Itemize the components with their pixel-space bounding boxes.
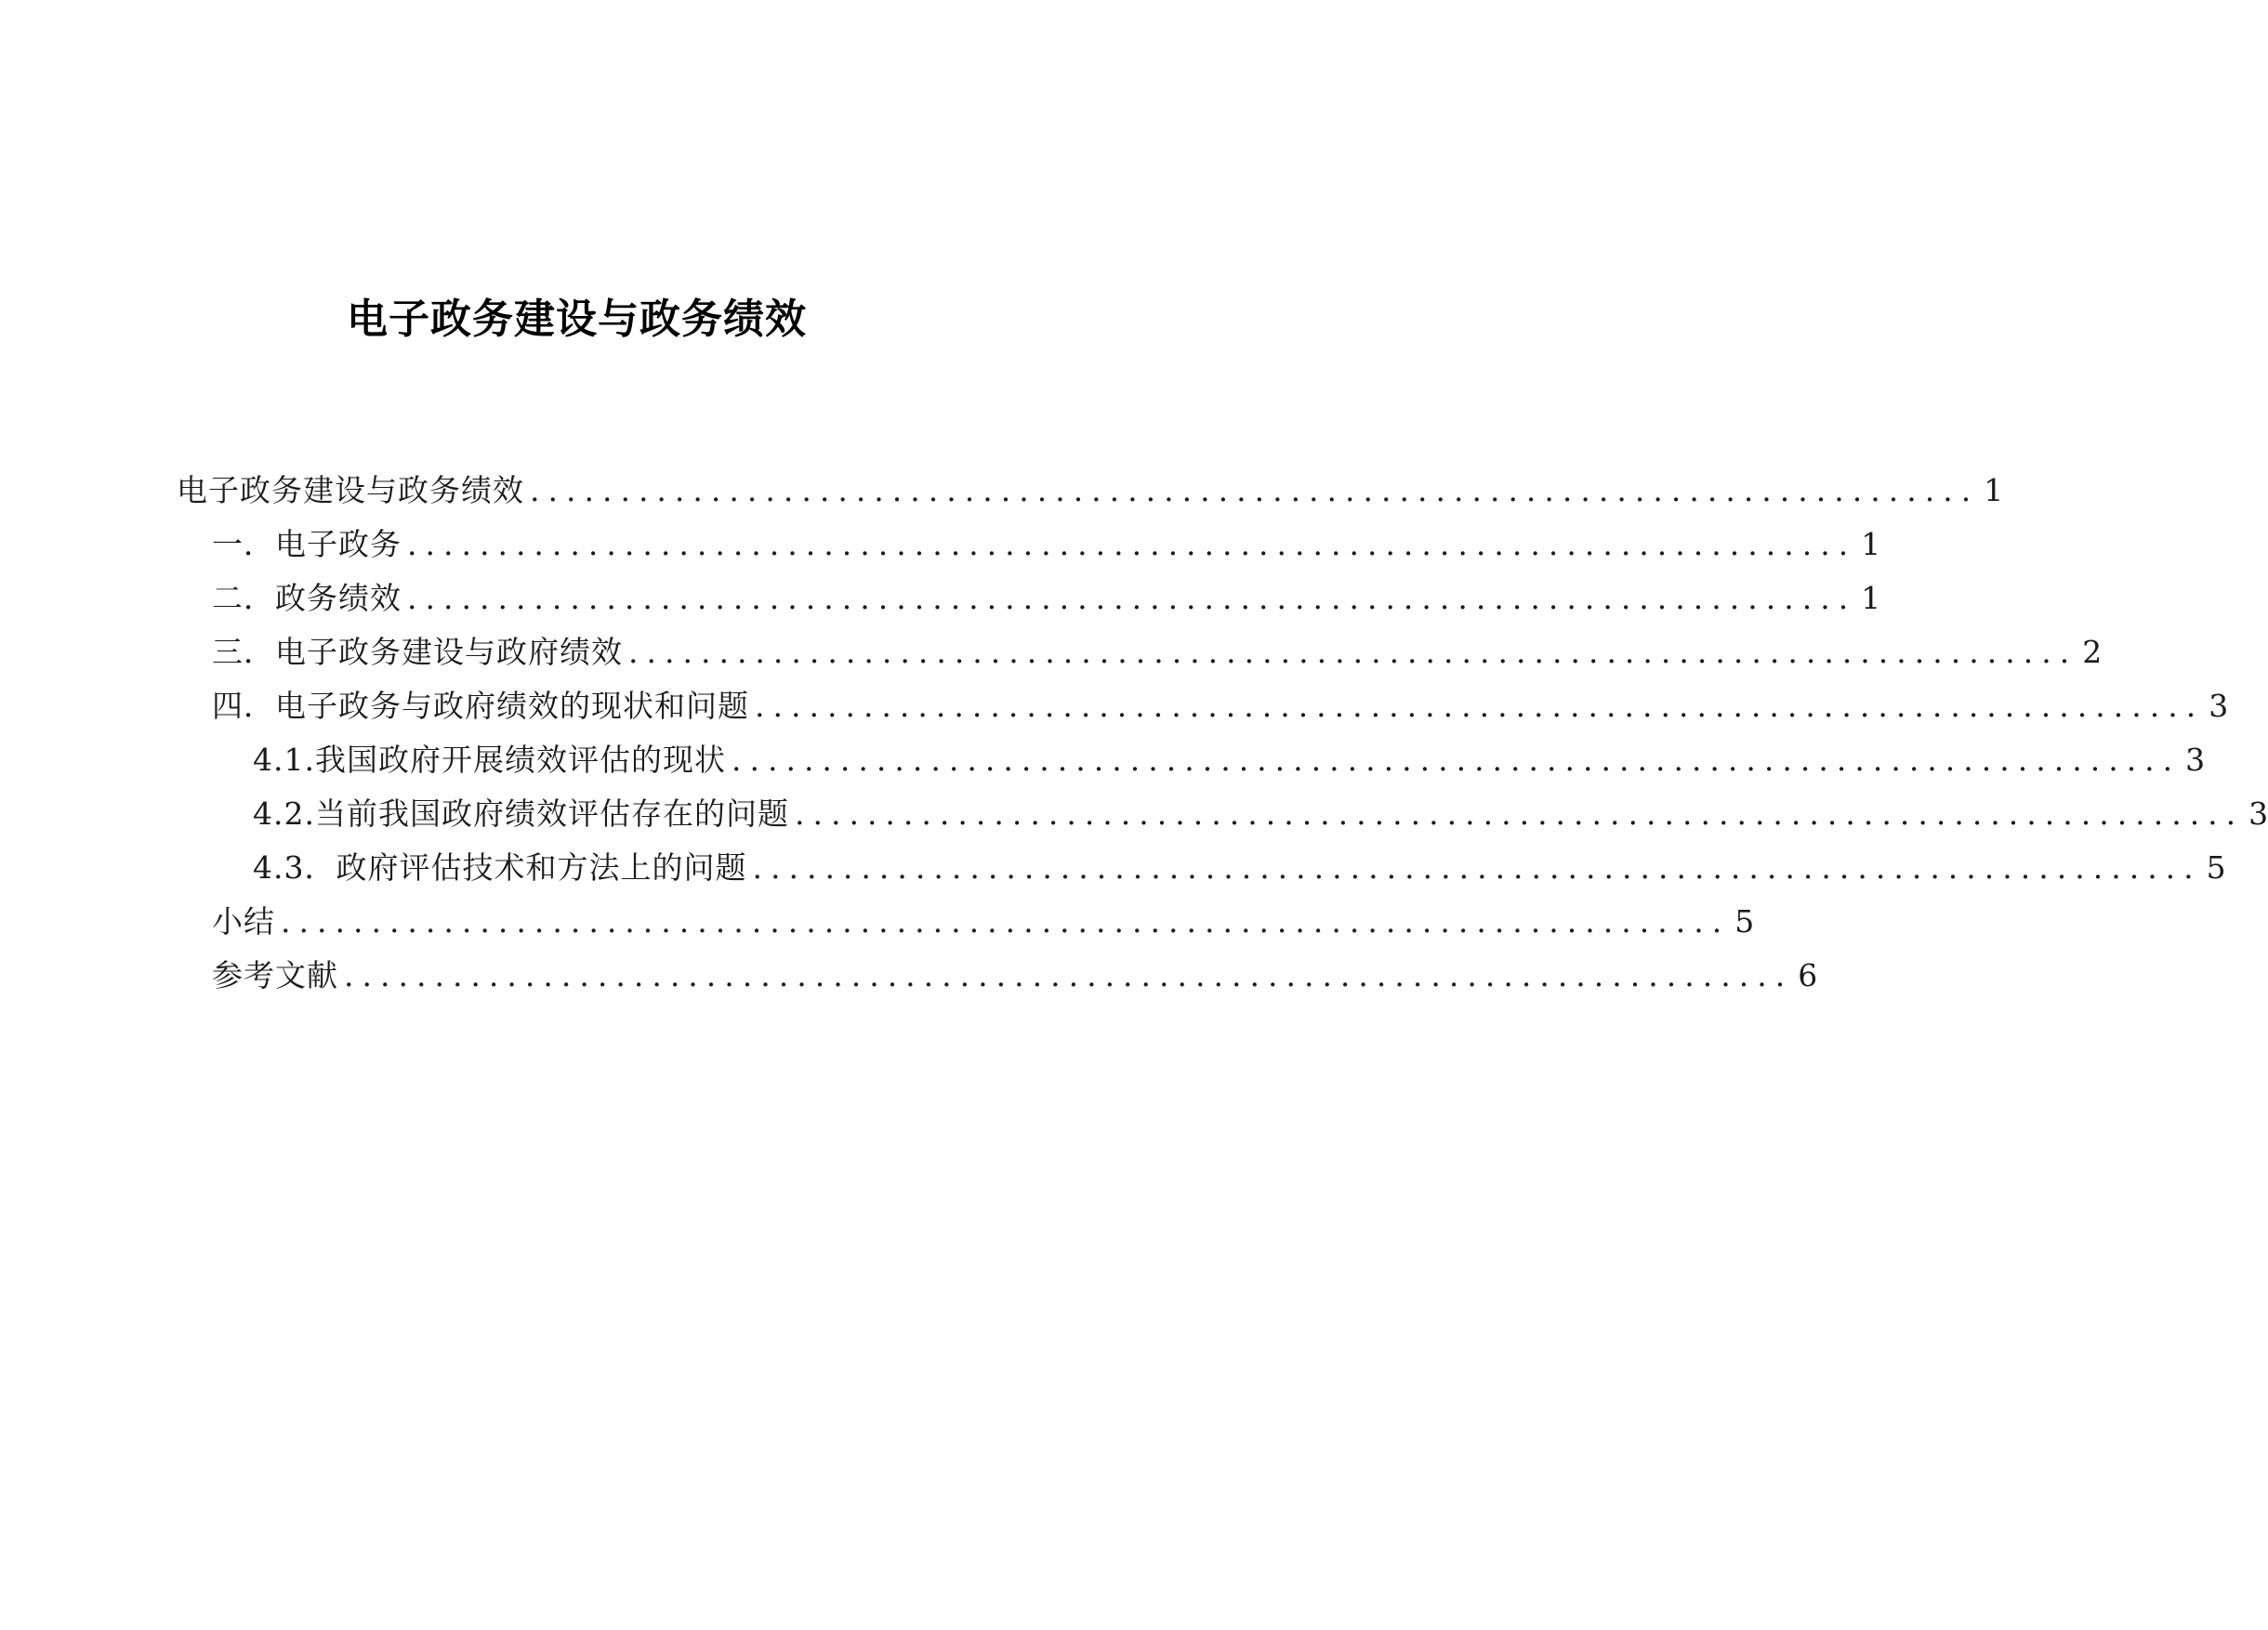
toc-entry-8[interactable] <box>253 849 2226 887</box>
toc-entry-4[interactable] <box>212 634 2103 671</box>
toc-leader-dots: ................................................................................ <box>794 795 2245 832</box>
toc-page-number: 1 <box>1861 580 1881 616</box>
toc-entry-text: 小结 <box>212 903 275 940</box>
toc-entry-10[interactable] <box>212 957 1818 994</box>
toc-leader-dots: ................................................................................ <box>407 526 1857 562</box>
toc-page-number: 5 <box>1734 903 1755 940</box>
toc-leader-dots: ................................................................................ <box>755 688 2205 724</box>
toc-page-number: 3 <box>2185 742 2206 778</box>
toc-leader-dots: ................................................................................ <box>731 742 2182 778</box>
toc-entry-6[interactable] <box>253 742 2206 779</box>
toc-entry-text: 一．电子政务 <box>212 526 402 562</box>
toc-entry-5[interactable] <box>212 688 2229 725</box>
toc-page-number: 3 <box>2248 795 2268 832</box>
toc-leader-dots: ................................................................................ <box>530 472 1980 508</box>
toc-page-number: 2 <box>2082 634 2103 670</box>
toc-entry-3[interactable] <box>212 580 1881 617</box>
toc-page-number: 1 <box>1861 526 1881 562</box>
toc-entry-9[interactable] <box>212 903 1755 940</box>
toc-leader-dots: ................................................................................ <box>281 903 1731 940</box>
toc-entry-text: 参考文献 <box>212 957 338 993</box>
toc-entry-text: 4.2.当前我国政府绩效评估存在的问题 <box>253 795 789 832</box>
toc-entry-2[interactable] <box>212 526 1881 563</box>
toc-entry-text: 4.1.我国政府开展绩效评估的现状 <box>253 742 726 778</box>
toc-entry-text: 三．电子政务建设与政府绩效 <box>212 634 623 670</box>
toc-entry-1[interactable] <box>177 472 2004 509</box>
toc-leader-dots: ................................................................................ <box>628 634 2078 670</box>
toc-entry-text: 电子政务建设与政务绩效 <box>177 472 524 508</box>
toc-entry-7[interactable] <box>253 795 2268 833</box>
toc-page-number: 5 <box>2206 849 2226 886</box>
toc-entry-text: 二．政务绩效 <box>212 580 402 616</box>
toc-leader-dots: ................................................................................ <box>752 849 2202 886</box>
toc-leader-dots: ................................................................................ <box>407 580 1857 616</box>
toc-entry-text: 四．电子政务与政府绩效的现状和问题 <box>212 688 749 724</box>
document-title: 电子政务建设与政务绩效 <box>347 296 807 343</box>
toc-page-number: 3 <box>2209 688 2229 724</box>
toc-leader-dots: ................................................................................ <box>344 957 1794 993</box>
toc-entry-text: 4.3．政府评估技术和方法上的问题 <box>253 849 747 886</box>
toc-page-number: 1 <box>1984 472 2004 508</box>
toc-page-number: 6 <box>1798 957 1818 993</box>
